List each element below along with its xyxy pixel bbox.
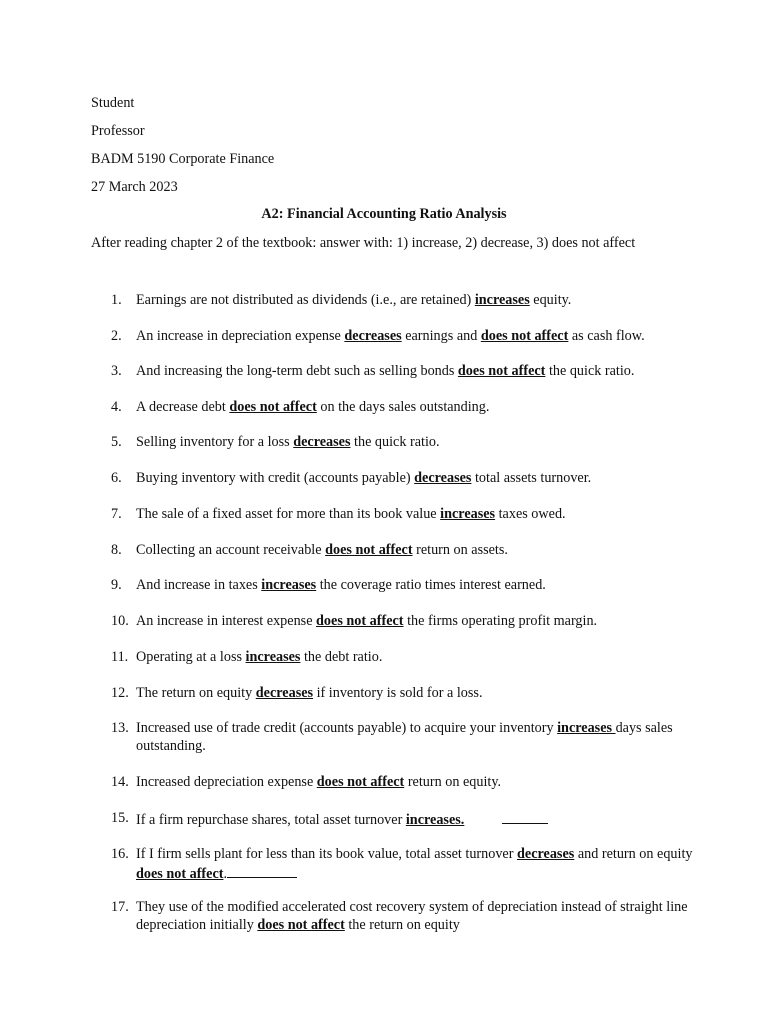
question-text: The return on equity: [136, 685, 256, 701]
question-text: Operating at a loss: [136, 649, 246, 665]
question-text: A decrease debt: [136, 399, 230, 415]
item-number: 16.: [111, 846, 129, 862]
question-text: return on equity.: [404, 774, 502, 790]
item-number: 1.: [111, 292, 122, 308]
question-text: And increase in taxes: [136, 577, 262, 593]
question-text: earnings and: [401, 328, 481, 344]
question-text: Collecting an account receivable: [136, 542, 326, 558]
item-text: [136, 809, 696, 829]
document-title: A2: Financial Accounting Ratio Analysis: [261, 206, 507, 222]
question-text: the debt ratio.: [300, 649, 383, 665]
item-number: 11.: [111, 649, 129, 665]
question-text: If I firm sells plant for less than its book value, total asset turnover: [136, 846, 518, 862]
item-number: 4.: [111, 399, 122, 415]
item-number: 13.: [111, 720, 129, 736]
question-text: the coverage ratio times interest earned.: [316, 577, 546, 593]
question-text: equity.: [529, 292, 572, 308]
question-text: Earnings are not distributed as dividends (i.e., are retained): [136, 292, 475, 308]
question-text: days sales outstanding.: [136, 720, 673, 754]
item-text: [136, 719, 696, 755]
question-text: total assets turnover.: [471, 470, 592, 486]
answer: decreases: [255, 685, 314, 701]
item-number: 3.: [111, 363, 122, 379]
answer: increases: [261, 577, 317, 593]
answer: decreases: [293, 434, 351, 450]
item-text: [136, 541, 696, 559]
item-text: [136, 327, 696, 345]
item-text: [136, 845, 696, 883]
item-text: [136, 576, 696, 594]
answer-blank: [227, 863, 297, 878]
item-text: [136, 505, 696, 523]
question-text: .: [223, 866, 228, 883]
item-number: 6.: [111, 470, 122, 486]
item-text: [136, 612, 696, 630]
question-text: if inventory is sold for a loss.: [313, 685, 483, 701]
answer: increases: [245, 649, 301, 665]
item-text: [136, 469, 696, 487]
student-name: Student: [91, 95, 135, 111]
answer: increases: [440, 506, 496, 522]
item-number: 7.: [111, 506, 122, 522]
item-text: [136, 433, 696, 451]
question-text: and return on equity: [574, 846, 693, 862]
question-text: the quick ratio.: [350, 434, 440, 450]
item-number: 17.: [111, 899, 129, 915]
question-text: on the days sales outstanding.: [316, 399, 490, 415]
answer: does not affect: [257, 917, 345, 933]
answer: increases: [474, 292, 530, 308]
question-text: If a firm repurchase shares, total asset turnover: [136, 812, 406, 829]
question-text: Selling inventory for a loss: [136, 434, 294, 450]
answer: does not affect: [325, 542, 413, 558]
item-number: 2.: [111, 328, 122, 344]
item-text: [136, 648, 696, 666]
answer: decreases: [344, 328, 402, 344]
item-text: [136, 291, 696, 309]
question-text: Buying inventory with credit (accounts payable): [136, 470, 415, 486]
question-text: the firms operating profit margin.: [403, 613, 598, 629]
item-number: 5.: [111, 434, 122, 450]
answer: does not affect: [316, 774, 405, 790]
question-text: An increase in depreciation expense: [136, 328, 345, 344]
answer-blank: [502, 809, 548, 824]
item-number: 9.: [111, 577, 122, 593]
answer: increases.: [405, 812, 465, 829]
question-text: as cash flow.: [568, 328, 645, 344]
answer: does not affect: [480, 328, 569, 344]
instructions: After reading chapter 2 of the textbook: answer with: 1) increase, 2) decrease, 3) does not affect: [91, 235, 636, 251]
question-text: the quick ratio.: [545, 363, 635, 379]
item-number: 10.: [111, 613, 129, 629]
question-text: The sale of a fixed asset for more than its book value: [136, 506, 441, 522]
answer: decreases: [414, 470, 472, 486]
question-text: And increasing the long-term debt such as selling bonds: [136, 363, 458, 379]
course-name: BADM 5190 Corporate Finance: [91, 151, 275, 167]
answer: increases: [557, 720, 616, 736]
item-text: [136, 684, 696, 702]
item-number: 14.: [111, 774, 129, 790]
item-number: 8.: [111, 542, 122, 558]
item-text: [136, 398, 696, 416]
answer: does not affect: [457, 363, 546, 379]
question-text: the return on equity: [344, 917, 460, 933]
item-text: [136, 898, 696, 934]
question-text: Increased use of trade credit (accounts payable) to acquire your inventory: [136, 720, 558, 736]
question-text: Increased depreciation expense: [136, 774, 317, 790]
answer: does not affect: [229, 399, 317, 415]
item-text: [136, 773, 696, 791]
answer: does not affect: [316, 613, 404, 629]
document-date: 27 March 2023: [91, 179, 178, 195]
item-number: 15.: [111, 810, 129, 826]
question-text: return on assets.: [412, 542, 508, 558]
item-number: 12.: [111, 685, 129, 701]
answer: decreases: [517, 846, 575, 862]
question-text: An increase in interest expense: [136, 613, 317, 629]
question-text: taxes owed.: [495, 506, 566, 522]
question-text: They use of the modified accelerated cost recovery system of depreciation instead of straight line depreciation initially: [136, 899, 688, 933]
item-text: [136, 362, 696, 380]
answer: does not affect: [136, 866, 224, 883]
professor-name: Professor: [91, 123, 145, 139]
